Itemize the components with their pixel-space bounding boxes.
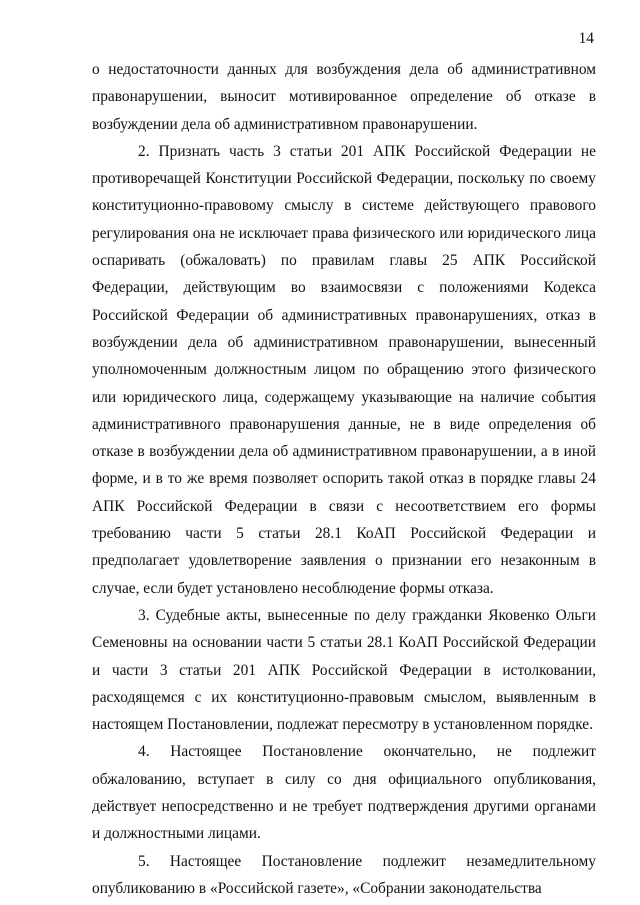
paragraph-item-3: 3. Судебные акты, вынесенные по делу гражданки Яковенко Ольги Семеновны на основании части 5 статьи 28.1 КоАП Российской Федерации и части 3 статьи 201 АПК Российской Федерации в истолковании, расходящемся с их конституционно-правовым смыслом, выявленным в настоящем Постановлении, подлежат пересмотру в установленном порядке.	[92, 606, 596, 734]
paragraph-continuation: о недостаточности данных для возбуждения дела об административном правонарушении, выносит мотивированное определение об отказе в возбуждении дела об административном правонарушении.	[92, 61, 596, 133]
document-body	[92, 56, 596, 902]
paragraph-item-2: 2. Признать часть 3 статьи 201 АПК Российской Федерации не противоречащей Конституции Российской Федерации, поскольку по своему конституционно-правовому смыслу в системе действующего правового регулирования она не исключает права физического или юридического лица оспаривать (обжаловать) по правилам главы 25 АПК Российской Федерации, действующим во взаимосвязи с положениями Кодекса Российской Федерации об административных правонарушениях, отказ в возбуждении дела об административном правонарушении, вынесенный уполномоченным должностным лицом по обращению этого физического или юридического лица, содержащему указывающие на наличие события административного правонарушения данные, не в виде определения об отказе в возбуждении дела об административном правонарушении, а в иной форме, и в то же время позволяет оспорить такой отказ в порядке главы 24 АПК Российской Федерации в связи с несоответствием его формы требованию части 5 статьи 28.1 КоАП Российской Федерации и предполагает удовлетворение заявления о признании его незаконным в случае, если будет установлено несоблюдение формы отказа.	[92, 142, 596, 597]
paragraph-item-4: 4. Настоящее Постановление окончательно, не подлежит обжалованию, вступает в силу со дня официального опубликования, действует непосредственно и не требует подтверждения другими органами и должностными лицами.	[92, 743, 596, 843]
page-number: 14	[578, 30, 594, 47]
paragraph-item-5: 5. Настоящее Постановление подлежит незамедлительному опубликованию в «Российской газете», «Собрании законодательства	[92, 852, 596, 897]
